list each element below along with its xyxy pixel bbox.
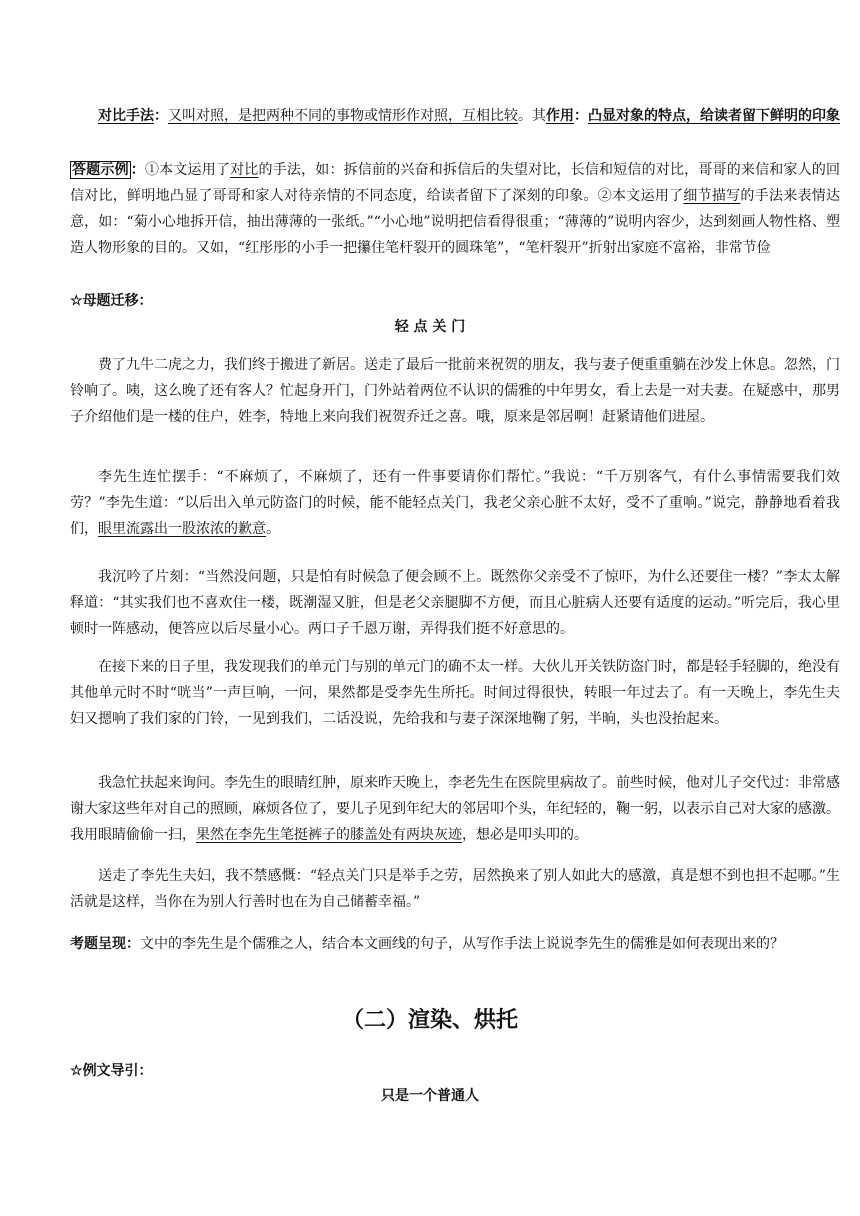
- question-label: 考题呈现：: [70, 936, 140, 952]
- comparison-definition-text: 又叫对照，是把两种不同的事物或情形作对照，互相比较: [168, 108, 518, 124]
- answer-example-label: 答题示例: [72, 162, 129, 178]
- answer-text-2: 的手法，如：拆信前的兴奋和拆信后的失望对比，长信和短信的对比，哥哥的来信和家人的回信对比，鲜明地凸显了哥哥和家人对待亲情的不同态度，给读者留下了深刻的印象。②本文运用了: [70, 162, 841, 204]
- example-intro-heading: [70, 1058, 840, 1084]
- p5-text-b: ，想必是叩头叩的。: [462, 827, 588, 843]
- question-text: 文中的李先生是个儒雅之人，结合本文画线的句子，从写作手法上说说李先生的儒雅是如何表现出来的？: [140, 936, 784, 952]
- story-paragraph-5: [70, 770, 840, 848]
- answer-text-3: 的手法来表情达意，如：“菊小心地拆开信，抽出薄薄的一张纸。”“小心地”说明把信看得很重；“薄薄的”说明内容少，达到刻画人物性格、塑造人物形象的目的。又如，“红彤彤的小手一把攥住笔杆裂开的圆珠笔”，“笔杆裂开”折射出家庭不富裕，非常节俭: [70, 188, 841, 256]
- star-icon: ☆: [70, 293, 83, 309]
- transfer-label: 母题迁移：: [82, 293, 153, 309]
- answer-example-colon: ：: [130, 162, 145, 178]
- story-paragraph-2: [70, 464, 840, 542]
- comparison-definition: [70, 103, 840, 129]
- p2-underlined: 眼里流露出一股浓浓的歉意: [98, 521, 266, 537]
- story-title: 轻 点 关 门: [394, 319, 466, 335]
- example-intro-label: 例文导引：: [82, 1063, 153, 1079]
- p5-underlined: 果然在李先生笔挺裤子的膝盖处有两块灰迹: [196, 827, 462, 843]
- story-paragraph-6: 送走了李先生夫妇，我不禁感慨：“轻点关门只是举手之劳，居然换来了别人如此大的感激，真是想不到也担不起哪。”生活就是这样，当你在为别人行善时也在为自己储蓄幸福。”: [70, 868, 840, 910]
- story-paragraph-3: 我沉吟了片刻：“当然没问题，只是怕有时候急了便会顾不上。既然你父亲受不了惊吓，为什么还要住一楼？”李太太解释道：“其实我们也不喜欢住一楼，既潮湿又脏，但是老父亲腿脚不方便，而且心脏病人还要有适度的运动。”听完后，我心里顿时一阵感动，便答应以后尽量小心。两口子千恩万谢，弄得我们挺不好意思的。: [70, 569, 840, 637]
- p5-text-a: 我急忙扶起来询问。李先生的眼睛红肿，原来昨天晚上，李老先生在医院里病故了。前些时候，他对儿子交代过：非常感谢大家这些年对自己的照顾，麻烦各位了，要儿子见到年纪大的邻居叩个头，年纪轻的，鞠一躬，以表示自己对大家的感激。我用眼睛偷偷一扫，: [70, 775, 840, 843]
- comparison-colon: ：: [154, 108, 168, 124]
- effect-label: 作用: [546, 108, 574, 124]
- p2-text-b: 。: [266, 521, 280, 537]
- transfer-heading: [70, 288, 840, 314]
- comparison-term: 对比手法: [98, 108, 154, 124]
- story-paragraph-4: 在接下来的日子里，我发现我们的单元门与别的单元门的确不太一样。大伙儿开关铁防盗门时，都是轻手轻脚的，绝没有其他单元时不时“咣当”一声巨响，一问，果然都是受李先生所托。时间过得很快，转眼一年过去了。有一天晚上，李先生夫妇又摁响了我们家的门铃，一见到我们，二话没说，先给我和与妻子深深地鞠了躬，半晌，头也没抬起来。: [70, 659, 840, 727]
- next-story-title: 只是一个普通人: [381, 1088, 479, 1104]
- section-heading: （二）渲染、烘托: [341, 1008, 518, 1033]
- comparison-mid: 。其: [518, 108, 546, 124]
- exam-question: [70, 931, 840, 957]
- effect-text-2: 明的印象: [784, 108, 840, 124]
- star-icon: ☆: [70, 1063, 83, 1079]
- answer-text-1: ①本文运用了: [144, 162, 231, 178]
- answer-underline-2: 细节描写: [683, 188, 741, 204]
- effect-text-1: 凸显对象的特点，给读者留下鲜: [588, 108, 784, 124]
- effect-colon: ：: [574, 108, 588, 124]
- story-paragraph-1: 费了九牛二虎之力，我们终于搬进了新居。送走了最后一批前来祝贺的朋友，我与妻子便重重躺在沙发上休息。忽然，门铃响了。咦，这么晚了还有客人？忙起身开门，门外站着两位不认识的儒雅的中年男女，看上去是一对夫妻。在疑惑中，那男子介绍他们是一楼的住户，姓李，特地上来向我们祝贺乔迁之喜。哦，原来是邻居啊！赶紧请他们进屋。: [70, 357, 840, 425]
- p2-text-a: 李先生连忙摆手：“不麻烦了，不麻烦了，还有一件事要请你们帮忙。”我说：“千万别客气，有什么事情需要我们效劳？”李先生道：“以后出入单元防盗门的时候，能不能轻点关门，我老父亲心脏不太好，受不了重响。”说完，静静地看着我们，: [70, 469, 840, 537]
- answer-example: [70, 157, 840, 261]
- answer-underline-1: 对比: [230, 162, 259, 178]
